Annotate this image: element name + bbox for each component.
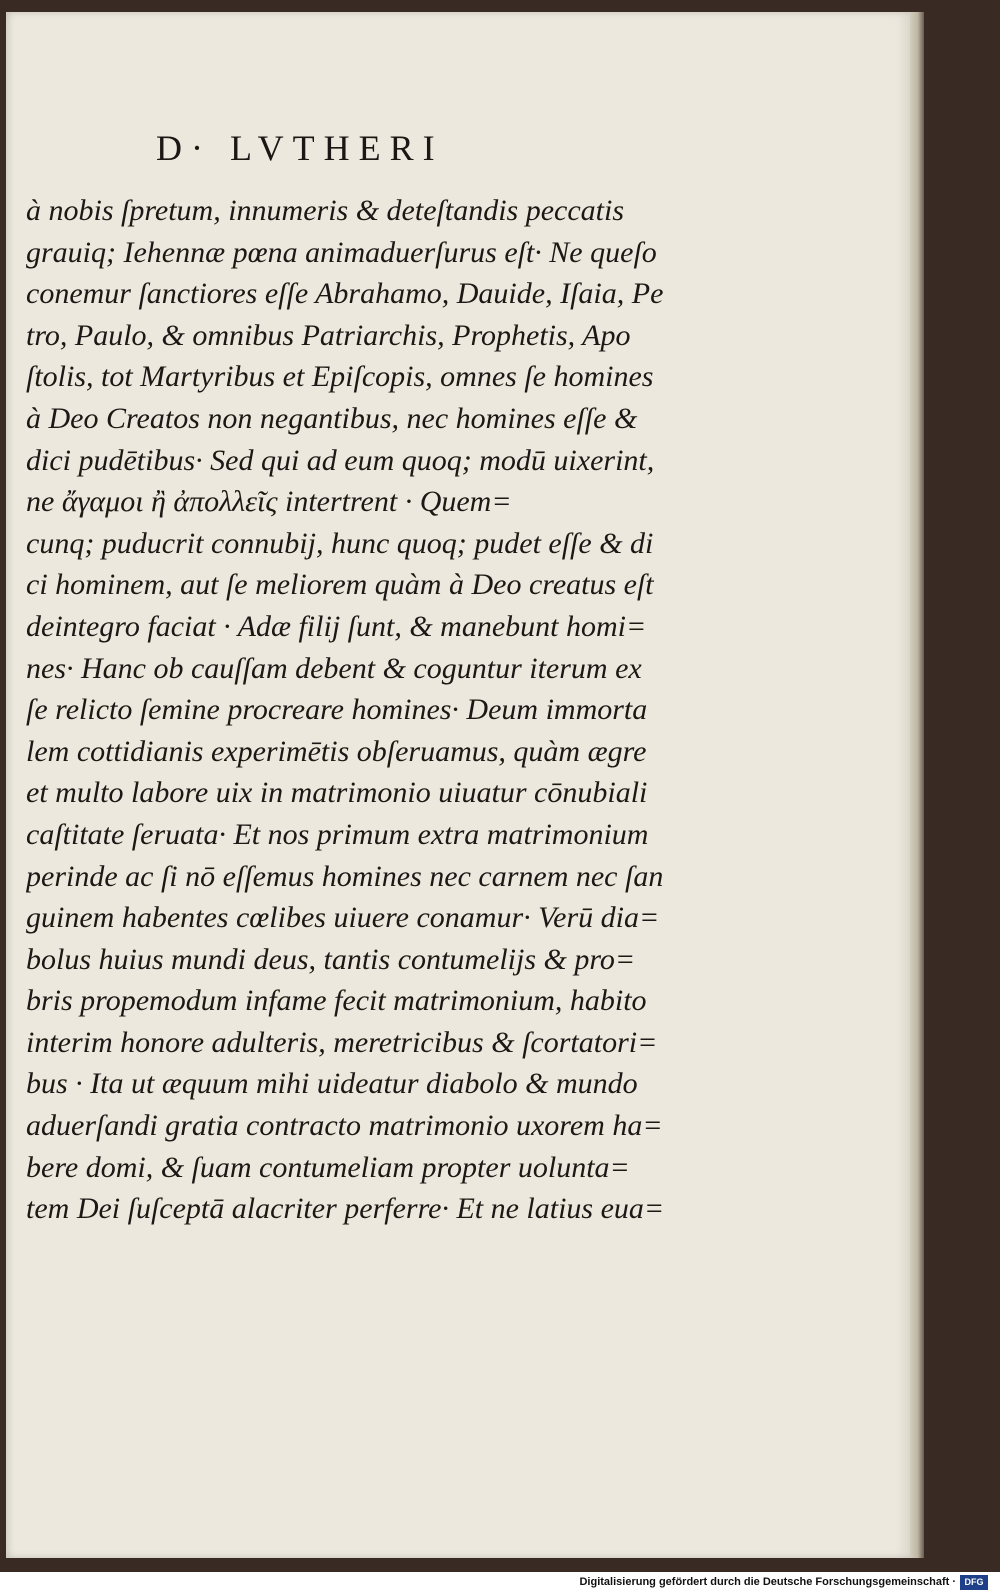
- text-line: à nobis ſpretum, innumeris & deteſtandis peccatis: [26, 194, 624, 227]
- text-line: nes· Hanc ob cauſſam debent & coguntur iterum ex: [26, 651, 642, 685]
- text-line: guinem habentes cœlibes uiuere conamur· Verū dia=: [26, 901, 660, 935]
- text-line: lem cottidianis experimētis obſeruamus, quàm ægre: [26, 734, 647, 768]
- funding-credit: Digitalisierung gefördert durch die Deutsche Forschungsgemeinschaft ·: [579, 1576, 956, 1588]
- footer-bar: [0, 1572, 1000, 1592]
- text-line: grauiq; Iehennæ pœna animaduerſurus eſt· Ne queſo: [26, 235, 657, 269]
- text-line: ſtolis, tot Martyribus et Epiſcopis, omnes ſe homines: [26, 360, 654, 394]
- text-line: caſtitate ſeruata· Et nos primum extra matrimonium: [26, 817, 649, 851]
- text-line: ne ἄγαμοι ἢ ἀπολλεῖς intertrent · Quem=: [26, 485, 512, 519]
- book-page: [6, 12, 910, 1558]
- text-line: cunq; puducrit connubij, hunc quoq; pudet eſſe & di: [26, 526, 654, 560]
- page-edge: [908, 12, 924, 1558]
- text-line: dici pudētibus· Sed qui ad eum quoq; modū uixerint,: [26, 443, 655, 477]
- text-line: bris propemodum infame fecit matrimonium, habito: [26, 984, 647, 1018]
- text-line: ſe relicto ſemine procreare homines· Deum immorta: [26, 693, 648, 727]
- text-line: tro, Paulo, & omnibus Patriarchis, Prophetis, Apo: [26, 318, 631, 352]
- text-line: bolus huius mundi deus, tantis contumelijs & pro=: [26, 942, 636, 976]
- running-head: D· LVTHERI: [156, 128, 444, 168]
- text-line: et multo labore uix in matrimonio uiuatur cōnubiali: [26, 776, 648, 810]
- text-block: [26, 190, 666, 1230]
- text-line: bere domi, & ſuam contumeliam propter uolunta=: [26, 1150, 630, 1184]
- text-line: deintegro faciat · Adæ filij ſunt, & manebunt homi=: [26, 609, 647, 643]
- text-line: interim honore adulteris, meretricibus & ſcortatori=: [26, 1025, 658, 1059]
- text-line: à Deo Creatos non negantibus, nec homines eſſe &: [26, 401, 638, 435]
- text-line: ci hominem, aut ſe meliorem quàm à Deo creatus eſt: [26, 568, 654, 602]
- text-line: conemur ſanctiores eſſe Abrahamo, Dauide, Iſaia, Pe: [26, 277, 664, 311]
- text-line: aduerſandi gratia contracto matrimonio uxorem ha=: [26, 1109, 663, 1143]
- text-line: bus · Ita ut æquum mihi uideatur diabolo & mundo: [26, 1067, 638, 1101]
- dfg-logo: DFG: [960, 1575, 988, 1590]
- text-line: tem Dei ſuſceptā alacriter perferre· Et ne latius eua=: [26, 1192, 665, 1226]
- text-line: perinde ac ſi nō eſſemus homines nec carnem nec ſan: [26, 859, 664, 893]
